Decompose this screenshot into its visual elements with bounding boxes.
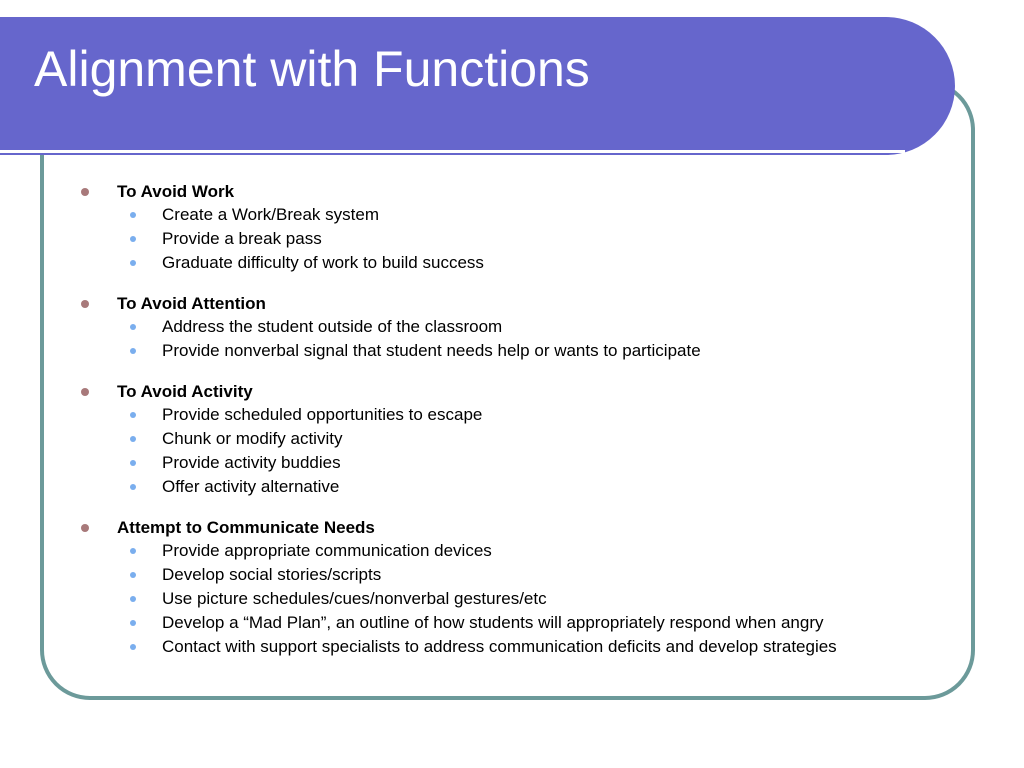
sub-bullet-icon [130, 620, 136, 626]
bullet-list [80, 406, 960, 496]
list-item-text: Develop a “Mad Plan”, an outline of how students will appropriately respond when angry [162, 613, 824, 632]
list-item-text: Provide a break pass [162, 229, 322, 248]
section-heading-text: To Avoid Work [117, 182, 235, 201]
slide-body [80, 182, 960, 678]
bullet-list [80, 206, 960, 272]
bullet-icon [81, 300, 89, 308]
list-item-text: Address the student outside of the classroom [162, 317, 503, 336]
list-item-text: Use picture schedules/cues/nonverbal gestures/etc [162, 589, 547, 608]
section-communicate-needs [80, 518, 960, 656]
list-item [80, 206, 960, 224]
bullet-icon [81, 188, 89, 196]
section-heading-text: To Avoid Activity [117, 382, 253, 401]
sub-bullet-icon [130, 324, 136, 330]
sub-bullet-icon [130, 436, 136, 442]
section-heading-text: To Avoid Attention [117, 294, 266, 313]
list-item [80, 478, 960, 496]
list-item [80, 638, 960, 656]
sub-bullet-icon [130, 212, 136, 218]
list-item-text: Provide appropriate communication devices [162, 541, 492, 560]
sub-bullet-icon [130, 348, 136, 354]
list-item [80, 406, 960, 424]
section-heading [80, 382, 960, 402]
sub-bullet-icon [130, 484, 136, 490]
bullet-list [80, 542, 960, 656]
section-avoid-attention [80, 294, 960, 360]
section-heading [80, 294, 960, 314]
list-item [80, 566, 960, 584]
section-heading-text: Attempt to Communicate Needs [117, 518, 375, 537]
list-item-text: Create a Work/Break system [162, 205, 379, 224]
list-item [80, 454, 960, 472]
list-item [80, 614, 960, 632]
list-item [80, 318, 960, 336]
list-item-text: Offer activity alternative [162, 477, 340, 496]
section-avoid-activity [80, 382, 960, 496]
sub-bullet-icon [130, 572, 136, 578]
list-item-text: Develop social stories/scripts [162, 565, 382, 584]
list-item-text: Contact with support specialists to address communication deficits and develop strategies [162, 637, 837, 656]
list-item-text: Graduate difficulty of work to build success [162, 253, 484, 272]
bullet-icon [81, 524, 89, 532]
list-item [80, 230, 960, 248]
list-item-text: Provide scheduled opportunities to escape [162, 405, 483, 424]
list-item [80, 342, 960, 360]
sub-bullet-icon [130, 260, 136, 266]
sub-bullet-icon [130, 644, 136, 650]
section-heading [80, 518, 960, 538]
sub-bullet-icon [130, 236, 136, 242]
bullet-icon [81, 388, 89, 396]
list-item [80, 542, 960, 560]
list-item [80, 254, 960, 272]
sub-bullet-icon [130, 412, 136, 418]
section-heading [80, 182, 960, 202]
list-item-text: Provide nonverbal signal that student needs help or wants to participate [162, 341, 701, 360]
section-avoid-work [80, 182, 960, 272]
sub-bullet-icon [130, 596, 136, 602]
sub-bullet-icon [130, 548, 136, 554]
list-item-text: Chunk or modify activity [162, 429, 343, 448]
list-item-text: Provide activity buddies [162, 453, 341, 472]
bullet-list [80, 318, 960, 360]
title-underline [0, 150, 905, 153]
list-item [80, 590, 960, 608]
sub-bullet-icon [130, 460, 136, 466]
list-item [80, 430, 960, 448]
slide-title: Alignment with Functions [34, 41, 590, 97]
